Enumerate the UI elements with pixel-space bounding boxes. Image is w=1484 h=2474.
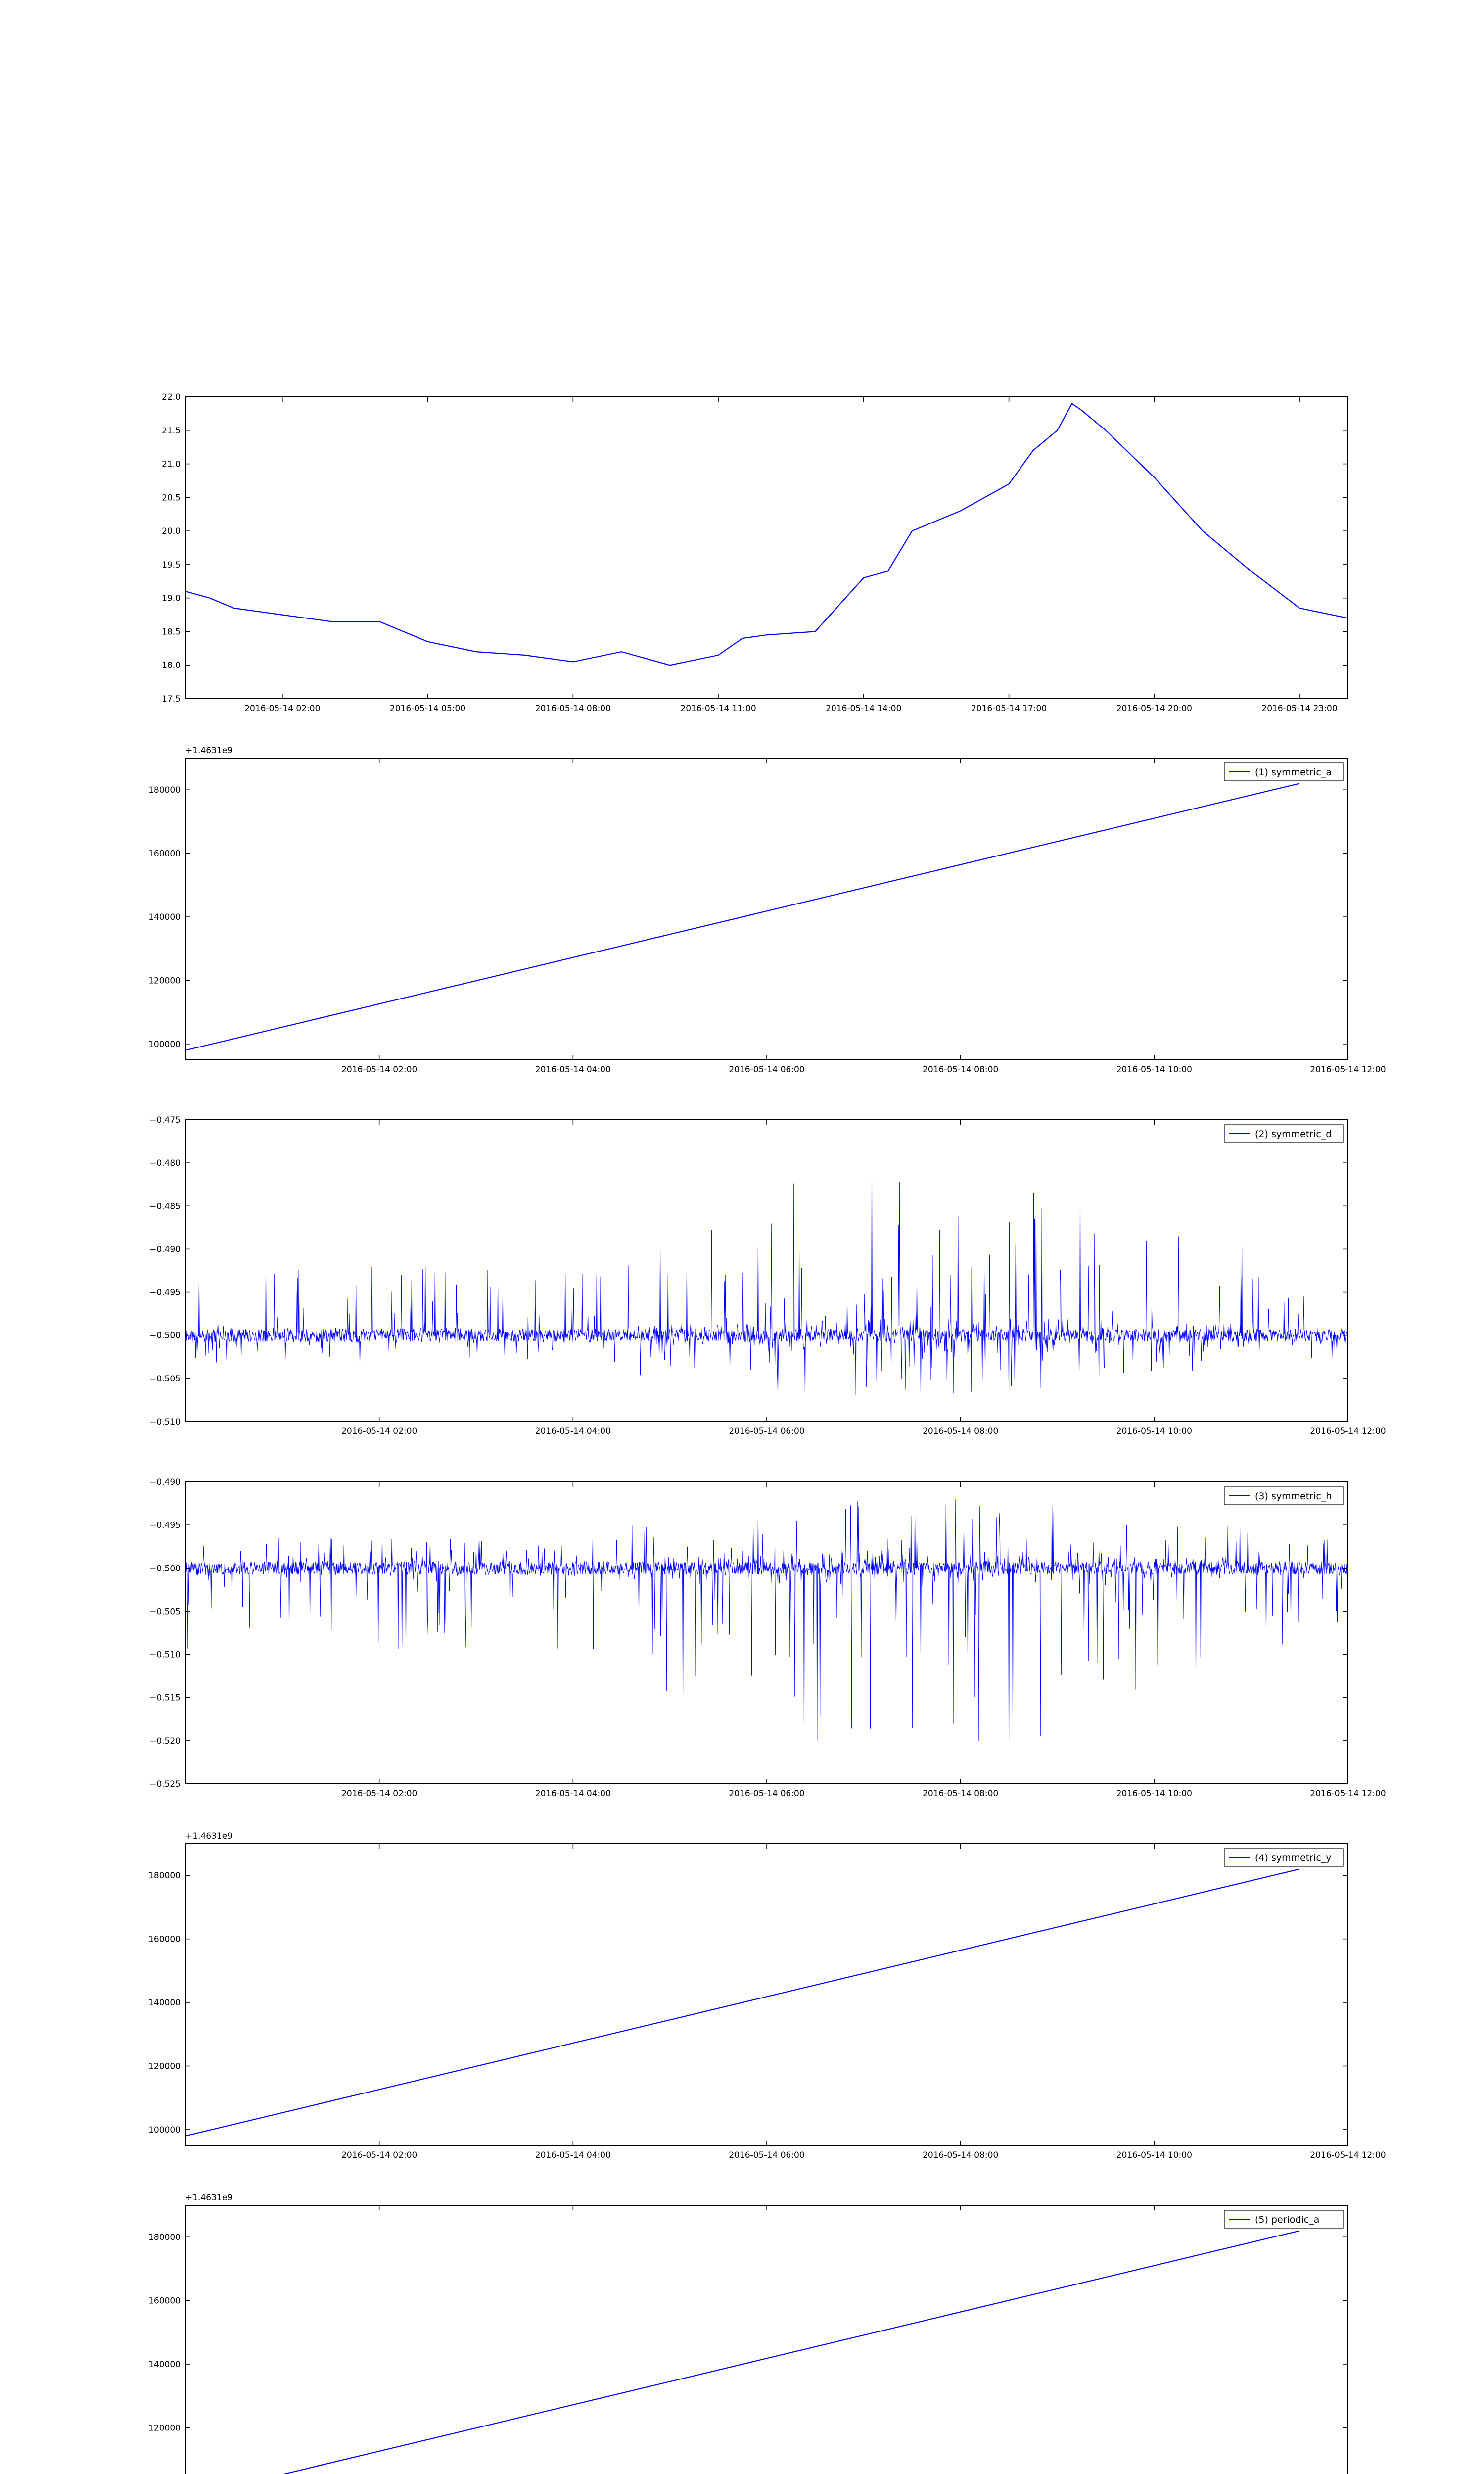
x-tick-label: 2016-05-14 08:00	[923, 1789, 999, 1799]
legend	[1224, 2210, 1343, 2228]
y-tick-label: −0.520	[149, 1736, 181, 1746]
y-tick-label: −0.490	[149, 1244, 181, 1255]
plot-area	[186, 1869, 1299, 2136]
plot-area	[186, 1181, 1348, 1395]
x-tick-label: 2016-05-14 06:00	[729, 1065, 805, 1075]
y-tick-label: 20.0	[162, 526, 181, 537]
y-tick-label: 120000	[148, 976, 181, 986]
y-tick-label: 18.5	[162, 627, 181, 637]
legend	[1224, 1125, 1343, 1142]
y-tick-label: −0.495	[149, 1521, 181, 1531]
x-tick-label: 2016-05-14 12:00	[1310, 1789, 1386, 1799]
series-line-symmetric_h	[186, 1499, 1348, 1741]
y-tick-label: −0.500	[149, 1331, 181, 1341]
y-tick-label: −0.515	[149, 1693, 181, 1703]
x-tick-label: 2016-05-14 10:00	[1116, 1789, 1192, 1799]
x-tick-label: 2016-05-14 10:00	[1116, 1427, 1192, 1436]
y-tick-label: 180000	[148, 2233, 181, 2243]
series-line-periodic_a	[186, 2231, 1299, 2474]
y-tick-label: −0.505	[149, 1607, 181, 1617]
plot-area	[186, 404, 1348, 666]
y-tick-label: 100000	[148, 1039, 181, 1049]
x-tick-label: 2016-05-14 06:00	[729, 2150, 805, 2160]
y-tick-label: 160000	[148, 849, 181, 859]
y-tick-label: 160000	[148, 2296, 181, 2306]
legend-label: (2) symmetric_d	[1255, 1129, 1332, 1140]
x-tick-label: 2016-05-14 02:00	[341, 1427, 417, 1436]
y-tick-label: 22.0	[162, 392, 181, 402]
x-tick-label: 2016-05-14 04:00	[535, 2150, 611, 2160]
y-tick-label: −0.495	[149, 1287, 181, 1298]
x-tick-label: 2016-05-14 04:00	[535, 1427, 611, 1436]
x-tick-label: 2016-05-14 02:00	[341, 1789, 417, 1799]
chart-symmetric_y	[148, 1831, 1386, 2160]
legend-label: (5) periodic_a	[1255, 2214, 1320, 2225]
axes-frame	[186, 758, 1348, 1060]
legend-label: (4) symmetric_y	[1255, 1853, 1332, 1863]
y-offset-label: +1.4631e9	[186, 746, 233, 756]
y-tick-label: 19.0	[162, 593, 181, 604]
y-tick-label: −0.475	[149, 1115, 181, 1125]
axes-frame	[186, 1120, 1348, 1422]
y-tick-label: 140000	[148, 2360, 181, 2370]
legend	[1224, 763, 1343, 781]
chart-symmetric_d	[149, 1115, 1386, 1436]
x-tick-label: 2016-05-14 08:00	[923, 1427, 999, 1436]
x-tick-label: 2016-05-14 06:00	[729, 1789, 805, 1799]
x-tick-label: 2016-05-14 08:00	[923, 2150, 999, 2160]
y-tick-label: 140000	[148, 1998, 181, 2008]
x-tick-label: 2016-05-14 17:00	[971, 704, 1047, 714]
y-tick-label: −0.480	[149, 1158, 181, 1169]
chart-temperature	[162, 392, 1348, 714]
y-tick-label: 140000	[148, 912, 181, 923]
y-tick-label: 17.5	[162, 694, 181, 704]
x-tick-label: 2016-05-14 04:00	[535, 1065, 611, 1075]
x-tick-label: 2016-05-14 04:00	[535, 1789, 611, 1799]
x-tick-label: 2016-05-14 08:00	[535, 704, 611, 714]
x-tick-label: 2016-05-14 14:00	[826, 704, 902, 714]
y-tick-label: −0.490	[149, 1477, 181, 1487]
plot-area	[186, 2231, 1299, 2474]
chart-symmetric_h	[149, 1477, 1386, 1799]
y-tick-label: 19.5	[162, 560, 181, 570]
series-line-symmetric_y	[186, 1869, 1299, 2136]
x-tick-label: 2016-05-14 11:00	[680, 704, 756, 714]
chart-periodic_a	[148, 2193, 1386, 2474]
x-tick-label: 2016-05-14 20:00	[1116, 704, 1192, 714]
x-tick-label: 2016-05-14 02:00	[244, 704, 321, 714]
x-tick-label: 2016-05-14 10:00	[1116, 1065, 1192, 1075]
plot-area	[186, 1499, 1348, 1741]
y-tick-label: 120000	[148, 2061, 181, 2072]
x-tick-label: 2016-05-14 12:00	[1310, 1065, 1386, 1075]
series-line-symmetric_d	[186, 1181, 1348, 1395]
series-line-temperature	[186, 404, 1348, 666]
y-tick-label: 120000	[148, 2423, 181, 2433]
y-tick-label: −0.500	[149, 1564, 181, 1574]
axes-frame	[186, 397, 1348, 699]
x-tick-label: 2016-05-14 10:00	[1116, 2150, 1192, 2160]
plot-area	[186, 783, 1299, 1050]
legend	[1224, 1849, 1343, 1866]
y-tick-label: −0.510	[149, 1650, 181, 1660]
x-tick-label: 2016-05-14 12:00	[1310, 1427, 1386, 1436]
legend-label: (3) symmetric_h	[1255, 1491, 1332, 1502]
x-tick-label: 2016-05-14 23:00	[1261, 704, 1338, 714]
y-tick-label: 180000	[148, 1871, 181, 1881]
y-tick-label: 18.0	[162, 661, 181, 671]
y-tick-label: 100000	[148, 2125, 181, 2135]
y-tick-label: −0.510	[149, 1417, 181, 1427]
x-tick-label: 2016-05-14 02:00	[341, 1065, 417, 1075]
legend	[1224, 1487, 1343, 1505]
axes-frame	[186, 1482, 1348, 1784]
y-tick-label: −0.525	[149, 1779, 181, 1789]
series-line-symmetric_a	[186, 783, 1299, 1050]
y-tick-label: 180000	[148, 785, 181, 796]
y-tick-label: 21.5	[162, 426, 181, 436]
x-tick-label: 2016-05-14 08:00	[923, 1065, 999, 1075]
y-tick-label: 21.0	[162, 459, 181, 470]
y-tick-label: −0.485	[149, 1201, 181, 1212]
chart-symmetric_a	[148, 746, 1386, 1075]
axes-frame	[186, 2205, 1348, 2474]
y-offset-label: +1.4631e9	[186, 1831, 233, 1841]
y-tick-label: −0.505	[149, 1374, 181, 1384]
x-tick-label: 2016-05-14 05:00	[389, 704, 466, 714]
y-tick-label: 160000	[148, 1934, 181, 1945]
y-tick-label: 20.5	[162, 493, 181, 503]
x-tick-label: 2016-05-14 06:00	[729, 1427, 805, 1436]
y-offset-label: +1.4631e9	[186, 2193, 233, 2203]
legend-label: (1) symmetric_a	[1255, 767, 1332, 778]
x-tick-label: 2016-05-14 12:00	[1310, 2150, 1386, 2160]
x-tick-label: 2016-05-14 02:00	[341, 2150, 417, 2160]
axes-frame	[186, 1844, 1348, 2145]
